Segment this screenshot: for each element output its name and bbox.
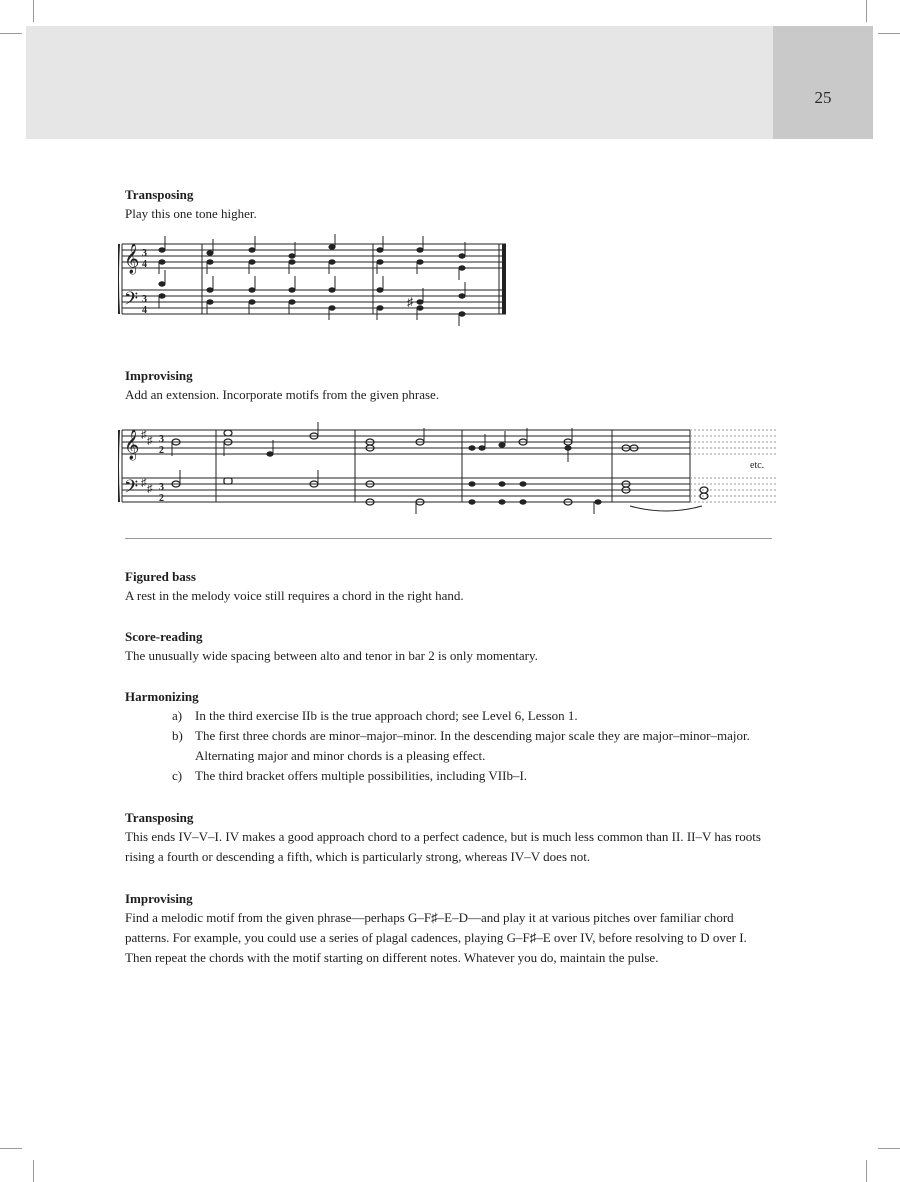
page-number-box: [773, 26, 873, 139]
section-text: Play this one tone higher.: [125, 206, 257, 221]
music-notation: [118, 418, 778, 518]
list-marker: b): [172, 728, 183, 743]
etc-label: etc.: [750, 460, 765, 471]
section-harmonizing: [125, 687, 775, 786]
crop-mark: [866, 0, 867, 22]
crop-mark: [0, 33, 22, 34]
section-text: Add an extension. Incorporate motifs from the given phrase.: [125, 387, 440, 402]
section-text: The unusually wide spacing between alto and tenor in bar 2 is only momentary.: [125, 648, 538, 663]
section-transposing-notes: [125, 808, 775, 867]
section-transposing-exercise: [125, 185, 775, 224]
music-notation: [118, 234, 518, 326]
list-item: [125, 726, 775, 766]
svg-text:𝄢: 𝄢: [124, 477, 139, 502]
svg-text:𝄞: 𝄞: [124, 244, 140, 274]
crop-mark: [33, 0, 34, 22]
section-heading: Transposing: [125, 810, 194, 825]
list-marker: a): [172, 708, 183, 723]
section-heading: Transposing: [125, 187, 194, 202]
music-score-improvising: [118, 418, 778, 518]
music-score-transposing: [118, 234, 518, 326]
svg-text:3: 3: [159, 434, 164, 445]
crop-mark: [866, 1160, 867, 1182]
section-divider: [125, 538, 772, 539]
svg-text:4: 4: [142, 305, 147, 316]
list-item-text: The third bracket offers multiple possibilities, including VIIb–I.: [195, 768, 528, 783]
svg-text:3: 3: [142, 294, 147, 305]
section-text: Find a melodic motif from the given phrase—perhaps G–F♯–E–D—and play it at various pitches over familiar chord patterns. For example, you could use a series of plagal cadences, playing G–F♯–E over IV, before resolving to D over I. Then repeat the chords with the motif starting on different notes. Whatever you do, maintain the pulse.: [125, 910, 747, 965]
crop-mark: [878, 1148, 900, 1149]
svg-text:♯: ♯: [141, 477, 147, 489]
list-item-text: The first three chords are minor–major–minor. In the descending major scale they are major–minor–major. Alternating major and minor chords is a pleasing effect.: [195, 728, 750, 763]
svg-text:♯: ♯: [141, 429, 147, 441]
section-improvising-exercise: [125, 366, 775, 405]
list-item: [125, 766, 775, 786]
page-number: 25: [814, 88, 832, 107]
svg-text:♯: ♯: [147, 435, 153, 447]
svg-text:2: 2: [159, 445, 164, 456]
svg-text:3: 3: [159, 482, 164, 493]
section-improvising-notes: [125, 889, 775, 968]
section-heading: Improvising: [125, 368, 193, 383]
svg-text:2: 2: [159, 493, 164, 504]
harmonizing-list: [125, 706, 775, 786]
svg-text:𝄢: 𝄢: [124, 289, 139, 314]
svg-text:♯: ♯: [147, 483, 153, 495]
section-heading: Score-reading: [125, 629, 203, 644]
section-text: This ends IV–V–I. IV makes a good approach chord to a perfect cadence, but is much less common than II. II–V has roots rising a fourth or descending a fifth, which is particularly strong, whereas IV–V does not.: [125, 829, 761, 864]
svg-text:3: 3: [142, 248, 147, 259]
section-heading: Figured bass: [125, 569, 196, 584]
section-heading: Improvising: [125, 891, 193, 906]
section-score-reading: [125, 627, 775, 666]
section-text: A rest in the melody voice still requires a chord in the right hand.: [125, 588, 464, 603]
crop-mark: [33, 1160, 34, 1182]
list-marker: c): [172, 768, 183, 783]
svg-text:4: 4: [142, 259, 147, 270]
svg-text:𝄞: 𝄞: [124, 430, 140, 460]
crop-mark: [0, 1148, 22, 1149]
section-figured-bass: [125, 567, 775, 606]
section-heading: Harmonizing: [125, 689, 199, 704]
list-item: [125, 706, 775, 726]
list-item-text: In the third exercise IIb is the true approach chord; see Level 6, Lesson 1.: [195, 708, 578, 723]
svg-text:♯: ♯: [407, 295, 413, 309]
header-band: [26, 26, 773, 139]
crop-mark: [878, 33, 900, 34]
